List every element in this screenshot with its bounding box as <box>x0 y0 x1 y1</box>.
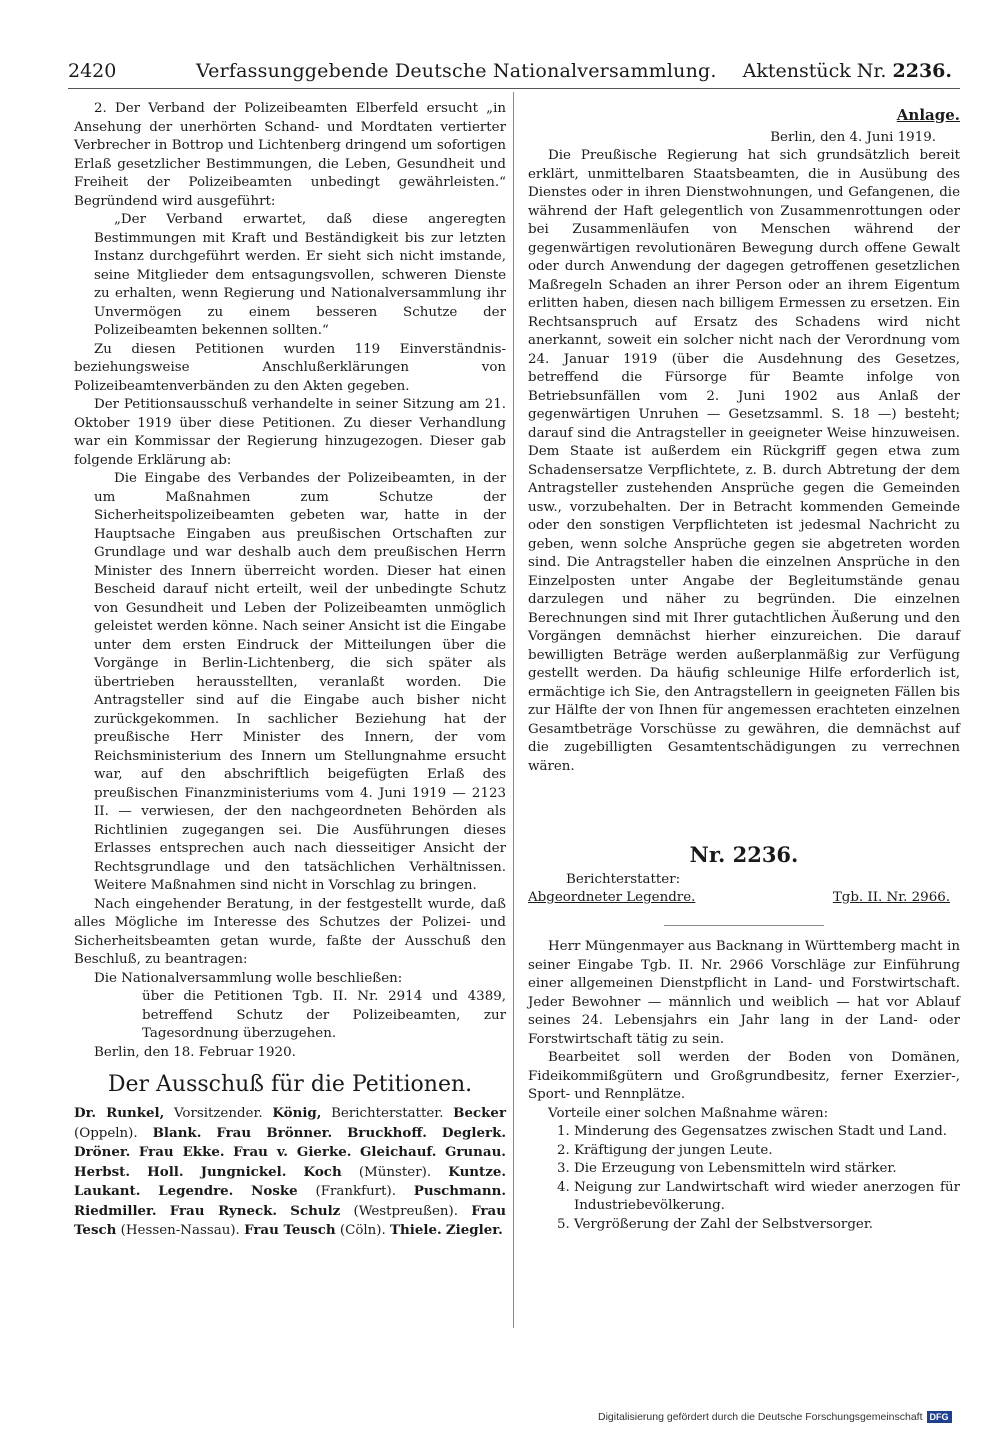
document-number: 2236. <box>892 60 952 82</box>
association-quote <box>94 211 506 341</box>
page-number: 2420 <box>68 60 117 82</box>
dfg-logo: DFG <box>927 1411 952 1423</box>
member-role: (Münster). <box>341 1164 432 1180</box>
quote-text: „Der Verband erwartet, daß diese angeregten Bestimmungen mit Kraft und Beständigkeit bis zur letzten Instanz durchgeführt werden. Er sieht sich nicht imstande, seine Mitglieder dem entsagungsvollen, schweren Dienste zu erhalten, wenn Regierung und Nationalversammlung ihr Unvermögen zu einem besseren Schutze der Polizeibeamten bekennen sollten.“ <box>94 212 506 338</box>
committee-members <box>74 1104 506 1241</box>
committee-member <box>414 1184 506 1199</box>
committee-member <box>74 1165 130 1180</box>
committee-member <box>158 1184 233 1199</box>
committee-member <box>446 1223 503 1238</box>
member-name: Ziegler. <box>445 1222 503 1238</box>
deliberation-paragraph: Nach eingehender Beratung, in der festgestellt wurde, daß alles Mögliche im Interesse des Schutzes der Polizei- und Sicherheitsbeamten getan wurde, faßte der Ausschuß den Beschluß, zu beantragen: <box>74 896 506 967</box>
member-name: Schulz <box>290 1202 341 1219</box>
committee-member <box>74 1106 263 1121</box>
member-name: Frau Tesch <box>74 1202 506 1238</box>
annex-heading: Anlage. <box>896 106 960 124</box>
member-name: Noske <box>251 1183 298 1199</box>
committee-member <box>448 1165 506 1180</box>
committee-member <box>390 1223 442 1238</box>
member-name: Frau Brönner. <box>216 1124 333 1141</box>
member-role: (Oppeln). <box>74 1125 138 1141</box>
committee-heading: Der Ausschuß für die Petitionen. <box>107 1072 473 1097</box>
member-name: Dr. Runkel, <box>74 1105 165 1121</box>
right-column <box>528 106 960 1234</box>
committee-member <box>74 1204 157 1219</box>
list-item: 5. Vergrößerung der Zahl der Selbstversorger. <box>574 1216 960 1235</box>
page-header <box>68 60 956 86</box>
member-name: Gleichauf. <box>360 1144 437 1160</box>
committee-member <box>147 1165 183 1180</box>
government-statement <box>94 470 506 896</box>
column-divider <box>513 92 514 1328</box>
member-name: Laukant. <box>74 1183 141 1199</box>
reporter-name: Abgeordneter Legendre. <box>528 890 696 905</box>
land-paragraph: Bearbeitet soll werden der Boden von Domänen, Fideikommißgütern und Großgrundbesitz, ferner Exerzier-, Sport- und Rennplätze. <box>528 1050 960 1102</box>
committee-member <box>201 1165 287 1180</box>
committee-member <box>74 1184 140 1199</box>
member-name: Frau v. Gierke. <box>233 1144 352 1160</box>
member-name: Dröner. <box>74 1144 131 1160</box>
member-name: Bruckhoff. <box>347 1124 427 1141</box>
member-name: Riedmiller. <box>74 1202 157 1219</box>
document-reference <box>743 60 952 82</box>
committee-member <box>290 1204 458 1219</box>
member-name: Becker <box>453 1105 506 1121</box>
committee-member <box>272 1106 443 1121</box>
list-item: 1. Minderung des Gegensatzes zwischen Stadt und Land. <box>574 1123 960 1142</box>
member-name: Jungnickel. <box>200 1163 287 1180</box>
committee-member <box>244 1223 386 1238</box>
member-name: Grunau. <box>444 1144 506 1160</box>
list-item: 3. Die Erzeugung von Lebensmitteln wird stärker. <box>574 1160 960 1179</box>
member-role: (Cöln). <box>335 1223 386 1238</box>
motion-text: über die Petitionen Tgb. II. Nr. 2914 und 4389, betreffend Schutz der Polizeibeamten, zur Tagesordnung überzugehen. <box>142 989 506 1041</box>
left-date: Berlin, den 18. Februar 1920. <box>94 1044 296 1060</box>
motion-intro: Die Nationalversammlung wolle beschließen: <box>94 970 403 986</box>
member-name: Deglerk. <box>441 1124 507 1141</box>
committee-member <box>216 1126 332 1141</box>
member-name: Koch <box>303 1163 342 1180</box>
committee-member <box>139 1145 225 1160</box>
petition-paragraph: 2. Der Verband der Polizeibeamten Elberfeld ersucht „in Ansehung der unerhörten Schand- und Mordtaten vertierter Verbrecher in Bottrop und Lichtenberg dringend um sofortigen Erlaß gesetzlicher Bestimmungen, die Leben, Gesundheit und Freiheit der Polizeibeamten unbedingt gewährleisten.“ Begründend wird ausgeführt: <box>74 101 506 209</box>
member-name: Kuntze. <box>448 1163 507 1180</box>
annex-date: Berlin, den 4. Juni 1919. <box>770 129 936 145</box>
member-name: Puschmann. <box>413 1183 506 1199</box>
annex-paragraph: Die Preußische Regierung hat sich grundsätzlich bereit erklärt, unmittelbaren Staatsbeamten, die in Ausübung des Dienstes oder in ihren Dienstwohnungen, und Gefangenen, die während der Haft gelegentlich von Zusammenrottungen oder bei Zusammenläufen von Menschen während der gegenwärtigen revolutionären Bewegung durch offene Gewalt oder durch Anwendung der dagegen getroffenen gesetzlichen Maßregeln Schaden an ihrer Person oder an ihrem Eigentum erlitten haben, diesen nach billigem Ermessen zu ersetzen. Ein Rechtsanspruch auf Ersatz des Schadens wird nicht anerkannt, soweit ein solcher nicht nach der Verordnung vom 24. Januar 1919 (über die Ausdehnung des Gesetzes, betreffend die Fürsorge für Beamte infolge von Betriebsunfällen vom 2. Juni 1902 aus Anlaß der gegenwärtigen Unruhen — Gesetzsamml. S. 18 —) besteht; darauf sind die Antragsteller in geeigneter Weise hinzuweisen. Dem Staate ist außerdem ein Rückgriff gegen etwa zum Schadensersatze Verpflichtete, z. B. durch Abtretung der dem Antragsteller zustehenden Ansprüche gegen die Gemeinden usw., vorzubehalten. Der in Betracht kommenden Gemeinde oder den sonstigen Verpflichteten ist jedesmal Nachricht zu geben, wenn solche Ansprüche gegen sie abgetreten worden sind. Die Antragsteller haben die einzelnen Ansprüche in den Einzelposten unter Angabe der Begleitumstände genau darzulegen und näher zu begründen. Die einzelnen Berechnungen sind mit Ihrer gutachtlichen Äußerung und den Vorgängen demnächst hierher einzureichen. Die darauf bewilligten Beträge werden außerplanmäßig zur Verfügung gestellt werden. Da häufig schleunige Hilfe erforderlich ist, ermächtige ich Sie, den Antragstellern in geeigneten Fällen bis zur Hälfte der von Ihnen für angemessen erachteten einzelnen Gesamtbeträge Vorschüsse zu gewähren, die demnächst auf die zugebilligten Gesamtentschädigungen zu verrechnen wären. <box>528 148 960 774</box>
member-name: Frau Ekke. <box>138 1144 225 1160</box>
member-name: Herbst. <box>74 1163 130 1180</box>
consent-paragraph: Zu diesen Petitionen wurden 119 Einverständnis- beziehungsweise Anschlußerklärungen von Polizeibeamtenverbänden zu den Akten gegeben. <box>74 341 506 394</box>
statement-text: Die Eingabe des Verbandes der Polizeibeamten, in der um Maßnahmen zum Schutze der Sicherheitspolizeibeamten gebeten war, hatte in der Hauptsache Eingaben aus preußischen Ortschaften zur Grundlage und war deshalb auch dem preußischen Herrn Minister des Innern überreicht worden. Dieser hat einen Bescheid darauf nicht erteilt, weil der unbedingte Schutz von Gesundheit und Leben der Polizeibeamten unmöglich geleistet werden könne. Nach seiner Ansicht ist die Eingabe unter dem ersten Eindruck der Mitteilungen über die Vorgänge in Berlin-Lichtenberg, die sich später als übertrieben herausstellten, veranlaßt worden. Die Antragsteller sind auf die Eingabe auch bisher nicht zurückgekommen. In sachlicher Beziehung hat der preußische Herr Minister des Innern, der vom Reichsministerium des Innern um Stellungnahme ersucht war, auf den abschriftlich beigefügten Erlaß des preußischen Finanzministeriums vom 4. Juni 1919 — 2123 II. — verwiesen, der den nachgeordneten Behörden als Richtlinien zugegangen sei. Die Ausführungen dieses Erlasses entsprechen auch nach diesseitiger Ansicht der Rechtsgrundlage und den tatsächlichen Verhältnissen. Weitere Maßnahmen sind nicht in Vorschlag zu bringen. <box>94 471 506 893</box>
committee-member <box>170 1204 277 1219</box>
advantages-list <box>528 1123 960 1234</box>
member-role: Vorsitzender. <box>164 1106 263 1121</box>
committee-member <box>347 1126 427 1141</box>
member-role: (Westpreußen). <box>340 1203 459 1219</box>
member-name: König, <box>272 1105 322 1121</box>
committee-member <box>251 1184 396 1199</box>
reporter-line <box>528 889 960 911</box>
list-item: 4. Neigung zur Landwirtschaft wird wieder anerzogen für Industriebevölkerung. <box>574 1179 960 1216</box>
digitization-footer <box>598 1411 952 1423</box>
member-name: Frau Teusch <box>244 1222 336 1238</box>
member-role: (Frankfurt). <box>297 1184 396 1199</box>
committee-member <box>153 1126 202 1141</box>
member-name: Frau Ryneck. <box>169 1202 278 1219</box>
left-column <box>74 100 506 1241</box>
member-name: Blank. <box>152 1124 202 1141</box>
footer-text: Digitalisierung gefördert durch die Deutsche Forschungsgemeinschaft <box>598 1411 923 1423</box>
reporter-label: Berichterstatter: <box>566 871 681 887</box>
committee-member <box>360 1145 436 1160</box>
document-prefix: Aktenstück Nr. <box>742 60 887 82</box>
member-role: Berichterstatter. <box>321 1106 444 1121</box>
committee-member <box>233 1145 351 1160</box>
list-item: 2. Kräftigung der jungen Leute. <box>574 1142 960 1161</box>
advantages-intro: Vorteile einer solchen Maßnahme wären: <box>548 1105 829 1121</box>
committee-member <box>304 1165 432 1180</box>
committee-member <box>445 1145 506 1160</box>
member-role: (Hessen-Nassau). <box>116 1223 240 1238</box>
header-rule <box>68 88 960 89</box>
member-name: Legendre. <box>158 1183 234 1199</box>
proposal-paragraph: Herr Müngenmayer aus Backnang in Württemberg macht in seiner Eingabe Tgb. II. Nr. 2966 Vorschläge zur Einführung einer allgemeinen Dienstpflicht in Land- und Forstwirtschaft. Jeder Bewohner — männlich und weiblich — hat vor Ablauf seines 24. Lebensjahrs ein Jahr lang in der Land- oder Forstwirtschaft tätig zu sein. <box>528 939 960 1047</box>
publication-title: Verfassunggebende Deutsche Nationalversammlung. <box>196 60 717 82</box>
member-name: Thiele. <box>390 1222 442 1238</box>
separator-rule <box>664 925 824 926</box>
committee-member <box>74 1145 130 1160</box>
committee-session-paragraph: Der Petitionsausschuß verhandelte in seiner Sitzung am 21. Oktober 1919 über diese Petitionen. Zu dieser Verhandlung war ein Kommissar der Regierung hinzugezogen. Dieser gab folgende Erklärung ab: <box>74 397 506 468</box>
document-number-heading: Nr. 2236. <box>689 842 799 867</box>
committee-member <box>442 1126 506 1141</box>
member-name: Holl. <box>147 1163 184 1180</box>
reporter-diary-number: Tgb. II. Nr. 2966. <box>832 890 950 905</box>
